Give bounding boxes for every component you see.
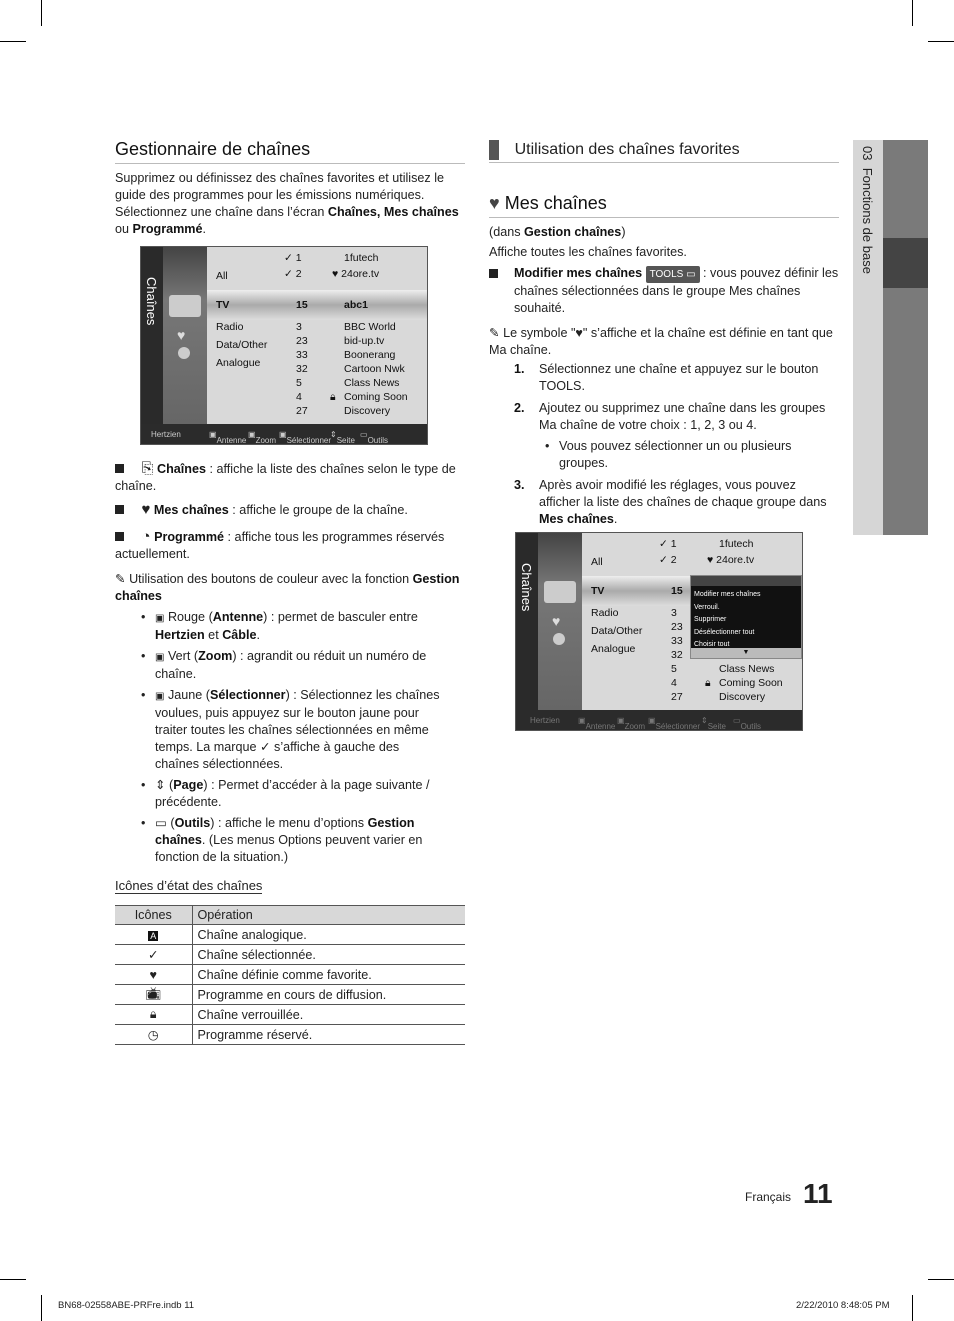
osd-side-label: Chaînes — [519, 563, 534, 612]
table-cell: Programme réservé. — [192, 1025, 465, 1045]
intro-text: Sélectionnez une chaîne dans l’écran — [115, 205, 328, 219]
table-row — [115, 1005, 465, 1025]
bullet-chaines — [115, 460, 465, 495]
color-bold: Gestion chaînes — [155, 816, 415, 847]
osd-icon-column — [163, 247, 207, 424]
color-bold: Page — [173, 778, 204, 792]
osd-num: 27 — [671, 691, 683, 703]
icons-table — [115, 905, 465, 1045]
step-bold: Mes chaînes — [539, 512, 614, 526]
osd-group: Analogue — [216, 357, 261, 369]
osd-footer-label: Sélectionner — [286, 436, 332, 445]
clock-icon — [178, 347, 190, 359]
check-icon: ✓ — [260, 740, 271, 754]
green-button-icon: ▣ — [155, 652, 165, 663]
osd-footer-zoom[interactable]: ▣ Zoom — [617, 716, 646, 731]
analog-icon: A — [150, 930, 157, 941]
tv-icon: 📺︎ — [145, 987, 162, 1001]
osd-num: 32 — [671, 649, 683, 661]
intro — [115, 170, 465, 238]
color-text: ) : Sélectionnez les chaînes voulues, puis appuyez sur le bouton jaune pour traiter toutes les chaînes sélectionnées en même temps. La marque — [155, 688, 440, 754]
page-number: 11 — [803, 1178, 833, 1209]
popup-item[interactable]: Supprimer — [694, 616, 727, 623]
osd-name: Discovery — [344, 405, 391, 417]
osd-ch-name: 1futech — [344, 252, 379, 264]
popup-top-bar — [691, 576, 801, 586]
osd-icon-column — [538, 533, 582, 710]
color-text: ) : affiche le menu d’options — [210, 816, 368, 830]
table-row — [115, 985, 465, 1005]
popup-item[interactable]: Désélectionner tout — [694, 628, 755, 636]
note-text: Utilisation des boutons de couleur avec la fonction — [129, 572, 413, 586]
crop-mark — [41, 1295, 42, 1321]
osd-footer-tools[interactable]: ▭ Outils — [733, 716, 762, 731]
osd-num: 23 — [296, 335, 308, 347]
bullet-programme — [115, 528, 465, 563]
osd-tv-num: 15 — [296, 299, 308, 311]
table-row — [115, 925, 465, 945]
text: ) — [621, 225, 626, 239]
color-text: Rouge ( — [167, 610, 213, 624]
clock-icon: ◷ — [147, 1028, 159, 1042]
bullet-square — [489, 269, 498, 278]
osd-footer-tools[interactable]: ▭ Outils — [360, 430, 389, 445]
osd-num: 23 — [671, 621, 683, 633]
side-tab — [853, 140, 883, 535]
table-cell: Chaîne sélectionnée. — [192, 945, 465, 965]
crop-mark — [912, 0, 913, 26]
osd-footer-label: Sélectionner — [655, 722, 701, 731]
osd-footer-label: Outils — [740, 722, 762, 731]
bullet-mes-chaines — [115, 501, 465, 519]
osd-groups — [216, 320, 267, 370]
color-item-page: • ⇕ (Page) : Permet d’accéder à la page suivante / précédente. — [141, 778, 430, 809]
table-row — [115, 965, 465, 985]
osd-footer-select[interactable]: ▣ Sélectionner — [648, 716, 701, 731]
table-cell: Chaîne verrouillée. — [192, 1005, 465, 1025]
intro-text: ou — [115, 222, 133, 236]
side-tab-block — [883, 140, 928, 238]
color-item-yellow: • ▣ Jaune (Sélectionner) : Sélectionnez les chaînes voulues, puis appuyez sur le bouton jaune pour traiter toutes les chaînes sélectionnées en même temps. La marque ✓ s’affiche à gauche des chaînes sélectionnées. — [141, 688, 440, 771]
osd-num: 5 — [296, 377, 302, 389]
osd-group: Radio — [216, 321, 244, 333]
osd-ch-name: 24ore.tv — [341, 268, 380, 280]
step-3 — [489, 477, 839, 528]
osd-footer — [141, 424, 427, 444]
osd-num: 33 — [296, 349, 308, 361]
bullet-square — [115, 505, 124, 514]
table-cell: Programme en cours de diffusion. — [192, 985, 465, 1005]
step-text: Ajoutez ou supprimez une chaîne dans les groupes Ma chaîne de votre choix : 1, 2, 3 ou 4. — [539, 401, 826, 432]
osd-names — [705, 662, 783, 704]
osd-num: 33 — [671, 635, 683, 647]
pencil-icon: ✎ — [489, 326, 500, 340]
color-item-tools: • ▭ (Outils) : affiche le menu d’options Gestion chaînes. (Les menus Options peuvent varier en fonction de la situation.) — [141, 816, 423, 864]
intro-bold: Programmé — [132, 222, 203, 236]
note-right — [489, 325, 839, 359]
osd-footer-label: Seite — [336, 436, 355, 445]
osd-highlight-row[interactable] — [207, 290, 427, 320]
osd-groups — [591, 606, 642, 656]
sub-bullet: • Vous pouvez sélectionner un ou plusieurs groupes. — [545, 439, 792, 470]
channels-icon: ⎘ — [141, 460, 154, 477]
text: (dans — [489, 225, 525, 239]
step-2 — [489, 400, 839, 434]
osd-footer-label: Zoom — [255, 436, 277, 445]
osd-side-label: Chaînes — [144, 277, 159, 326]
intro-text: . — [202, 222, 207, 236]
sub-bullet-text: Vous pouvez sélectionner un ou plusieurs groupes. — [559, 439, 792, 470]
options-popup — [690, 575, 802, 659]
bullet-text: : affiche la liste des chaînes selon le type de chaîne. — [115, 462, 456, 493]
side-tab-active — [883, 238, 928, 288]
osd-footer-label: Antenne — [585, 722, 616, 731]
side-tab-block — [883, 288, 928, 535]
bullet-label: Chaînes — [157, 462, 207, 476]
clock-icon — [553, 633, 565, 645]
side-tab-number: 03 — [860, 146, 875, 161]
icons-title: Icônes d’état des chaînes — [115, 878, 263, 893]
osd-footer-hertzien: Hertzien — [530, 716, 560, 725]
step-number: 1. — [514, 362, 525, 376]
osd-footer-zoom[interactable]: ▣ Zoom — [248, 430, 277, 445]
steps — [489, 361, 839, 528]
subsection-header — [489, 140, 839, 163]
color-bold: Outils — [174, 816, 211, 830]
osd-group: Radio — [591, 607, 619, 619]
osd-name: Coming Soon — [719, 677, 783, 689]
osd-nums — [296, 320, 308, 418]
osd-footer — [516, 710, 802, 730]
osd-name: Cartoon Nwk — [344, 363, 405, 375]
osd-footer-page[interactable]: ⇕ Seite — [330, 430, 355, 445]
bullet-square — [115, 532, 124, 541]
osd-name: BBC World — [344, 321, 396, 333]
osd-footer-label: Outils — [367, 436, 389, 445]
step-number: 3. — [514, 478, 525, 492]
osd-group-tv: TV — [216, 299, 230, 311]
bullet-label: Programmé — [154, 530, 225, 544]
color-text: s’affiche à gauche des chaînes sélectionnées. — [155, 740, 400, 771]
popup-item[interactable]: Choisir tout — [694, 641, 730, 648]
color-list — [141, 609, 441, 866]
color-item-red: • ▣ Rouge (Antenne) : permet de basculer entre Hertzien et Câble. — [141, 610, 418, 642]
lock-icon: 🔒︎ — [149, 1007, 157, 1021]
osd-names — [330, 320, 408, 418]
osd-group: Data/Other — [216, 339, 268, 351]
osd-ch-name: 24ore.tv — [716, 554, 755, 566]
osd-ch-name: 1futech — [719, 538, 754, 550]
color-text: Jaune ( — [167, 688, 210, 702]
red-button-icon: ▣ — [155, 613, 165, 624]
crop-mark — [0, 1279, 26, 1280]
footer-lang: Français — [745, 1190, 792, 1204]
step-text: . — [613, 512, 618, 526]
table-header: Opération — [192, 906, 465, 925]
step-1 — [489, 361, 839, 395]
crop-mark — [41, 0, 42, 26]
check-icon: ✓ — [147, 948, 159, 962]
osd-tv-num: 15 — [671, 585, 683, 597]
note — [115, 571, 465, 605]
osd-ch-num: 1 — [670, 538, 677, 550]
mes-chaines-title — [489, 193, 839, 218]
yellow-button-icon: ▣ — [155, 691, 165, 702]
osd-nums — [671, 606, 683, 704]
osd-group-all: All — [216, 270, 228, 282]
osd-num: 27 — [296, 405, 308, 417]
lock-icon: 🔒︎ — [330, 391, 336, 403]
lock-icon: 🔒︎ — [705, 677, 711, 689]
tools-icon: ▭ — [155, 816, 167, 830]
osd-num: 3 — [671, 607, 677, 619]
color-item-green: • ▣ Vert (Zoom) : agrandit ou réduit un numéro de chaîne. — [141, 649, 427, 681]
osd-footer-label: Seite — [707, 722, 726, 731]
table-cell: Chaîne définie comme favorite. — [192, 965, 465, 985]
note-text: Le symbole "♥" s’affiche et la chaîne est définie en tant que Ma chaîne. — [489, 326, 833, 357]
color-text: ) : permet de basculer entre — [263, 610, 418, 624]
heart-icon: ♥ — [177, 327, 186, 343]
osd-name: Class News — [344, 377, 400, 389]
crop-mark — [0, 41, 26, 42]
osd-footer-label: Zoom — [624, 722, 646, 731]
tools-badge-label: TOOLS — [649, 269, 684, 280]
text-bold: Gestion chaînes — [524, 225, 622, 239]
osd-footer-select[interactable]: ▣ Sélectionner — [279, 430, 332, 445]
mes-chaines-heading: Mes chaînes — [504, 193, 607, 213]
table-cell: Chaîne analogique. — [192, 925, 465, 945]
heart-icon: ♥ — [552, 613, 561, 629]
osd-footer-hertzien: Hertzien — [151, 430, 181, 439]
osd-num: 32 — [296, 363, 308, 375]
tools-badge: TOOLS ▭ — [646, 266, 700, 283]
osd-footer-label: Antenne — [216, 436, 247, 445]
osd-num: 4 — [296, 391, 302, 403]
osd-tv-name: abc1 — [344, 299, 368, 311]
step-text: Sélectionnez une chaîne et appuyez sur le bouton — [539, 362, 819, 376]
color-text: ) : agrandit ou réduit un numéro de chaîne. — [155, 649, 427, 681]
modify-text: : vous pouvez définir les chaînes sélectionnées dans le groupe Mes chaînes souhaité. — [514, 266, 839, 315]
color-text: ) : Permet d’accéder à la page suivante / précédente. — [155, 778, 430, 809]
osd-side-bar — [516, 533, 538, 710]
section-marker — [489, 140, 499, 160]
color-bold: Antenne — [212, 610, 264, 624]
channels-icon — [169, 295, 201, 317]
mes-chaines-body — [489, 224, 839, 261]
color-text: . — [256, 628, 260, 642]
osd-name: Coming Soon — [344, 391, 408, 403]
popup-item[interactable]: Modifier mes chaînes — [694, 591, 761, 598]
heart-icon: ♥ — [141, 501, 151, 518]
color-bold: Hertzien — [155, 628, 205, 642]
color-bold: Sélectionner — [209, 688, 286, 702]
step-tools: TOOLS — [539, 379, 582, 393]
modify-label: Modifier mes chaînes — [514, 266, 643, 280]
osd-name: Boonerang — [344, 349, 396, 361]
osd-footer-page[interactable]: ⇕ Seite — [701, 716, 726, 731]
crop-mark — [912, 1295, 913, 1321]
intro-bold: Chaînes, Mes chaînes — [327, 205, 459, 219]
popup-item[interactable]: Verrouil. — [694, 603, 720, 611]
osd-name: bid-up.tv — [344, 335, 385, 347]
bullet-text: : affiche tous les programmes réservés actuellement. — [115, 530, 445, 561]
footer-date: 2/22/2010 8:48:05 PM — [796, 1300, 890, 1311]
note-bold: Gestion chaînes — [115, 572, 460, 603]
osd-group: Data/Other — [591, 625, 643, 637]
color-text: . (Les menus Options peuvent varier en fonction de la situation.) — [155, 833, 423, 864]
heart-icon: ♥ — [489, 193, 500, 213]
osd-name: Discovery — [719, 691, 766, 703]
table-row — [115, 1025, 465, 1045]
osd-group-all: All — [591, 556, 603, 568]
osd-num: 3 — [296, 321, 302, 333]
bullet-square — [115, 464, 124, 473]
color-text: ( — [166, 816, 175, 830]
osd-num: 5 — [671, 663, 677, 675]
step-text: Après avoir modifié les réglages, vous pouvez afficher la liste des chaînes de chaque groupe dans — [539, 478, 827, 509]
table-row — [115, 945, 465, 965]
osd-ch-num: 1 — [295, 252, 302, 264]
bullet-label: Mes chaînes — [153, 503, 229, 517]
osd-num: 4 — [671, 677, 677, 689]
osd-side-bar — [141, 247, 163, 424]
osd-ch-num: 2 — [670, 554, 677, 566]
color-text: Vert ( — [167, 649, 199, 663]
osd-footer-antenne[interactable]: ▣ Antenne — [578, 716, 616, 731]
clock-icon: ◔ — [141, 528, 151, 545]
modify-bullet — [489, 265, 839, 317]
intro-text: Supprimez ou définissez des chaînes favorites et utilisez le guide des programmes pour les émissions numériques. — [115, 171, 445, 202]
channel-list-screen: Chaînes ♥ All ✓ 1 ✓ 2 1futech ♥ 24ore.tv TV 15 abc1 Radio Data/Other Analogue 3 23 33 32 5 4 27 BBC World bid-up.tv Boonerang Cartoon Nwk Class News 🔒︎ Coming Soon Discovery Hertzien ▣ Antenne ▣ Zoom ▣ Sélectionner ⇕ Seite ▭ Outils — [140, 246, 428, 445]
mes-chaines-screen: Chaînes ♥ All ✓ 1 ✓ 2 1futech ♥ 24ore.tv TV 15 Radio Data/Other Analogue 3 23 33 32 5 4 27 Class News 🔒︎ Coming Soon Discovery Modifier mes chaînes Verrouil. Supprimer Désélectionner tout Choisir tout ▼ Hertzien ▣ Antenne ▣ Zoom ▣ Sélectionner ⇕ Seite ▭ Outils — [515, 532, 803, 731]
osd-ch-num: 2 — [295, 268, 302, 280]
heart-icon: ♥ — [149, 967, 157, 982]
footer-file: BN68-02558ABE-PRFre.indb 11 — [58, 1300, 195, 1311]
step-text: . — [581, 379, 585, 393]
step-number: 2. — [514, 401, 525, 415]
osd-group-tv: TV — [591, 585, 605, 597]
side-tab-label: Fonctions de base — [860, 167, 875, 274]
color-bold: Câble — [222, 628, 257, 642]
table-header: Icônes — [115, 906, 192, 925]
color-text: ( — [165, 778, 174, 792]
page-updown-icon: ⇕ — [155, 778, 166, 792]
subsection-title: Utilisation des chaînes favorites — [514, 141, 740, 158]
scroll-down-icon[interactable]: ▼ — [691, 648, 801, 658]
crop-mark — [928, 41, 954, 42]
osd-name: Class News — [719, 663, 775, 675]
description: Affiche toutes les chaînes favorites. — [489, 245, 687, 259]
bullet-text: : affiche le groupe de la chaîne. — [228, 503, 408, 517]
osd-footer-antenne[interactable]: ▣ Antenne — [209, 430, 247, 445]
section-title: Gestionnaire de chaînes — [115, 139, 465, 164]
color-bold: Zoom — [198, 649, 233, 663]
color-text: et — [204, 628, 223, 642]
crop-mark — [928, 1279, 954, 1280]
channels-icon — [544, 581, 576, 603]
pencil-icon: ✎ — [115, 572, 126, 586]
osd-group: Analogue — [591, 643, 636, 655]
